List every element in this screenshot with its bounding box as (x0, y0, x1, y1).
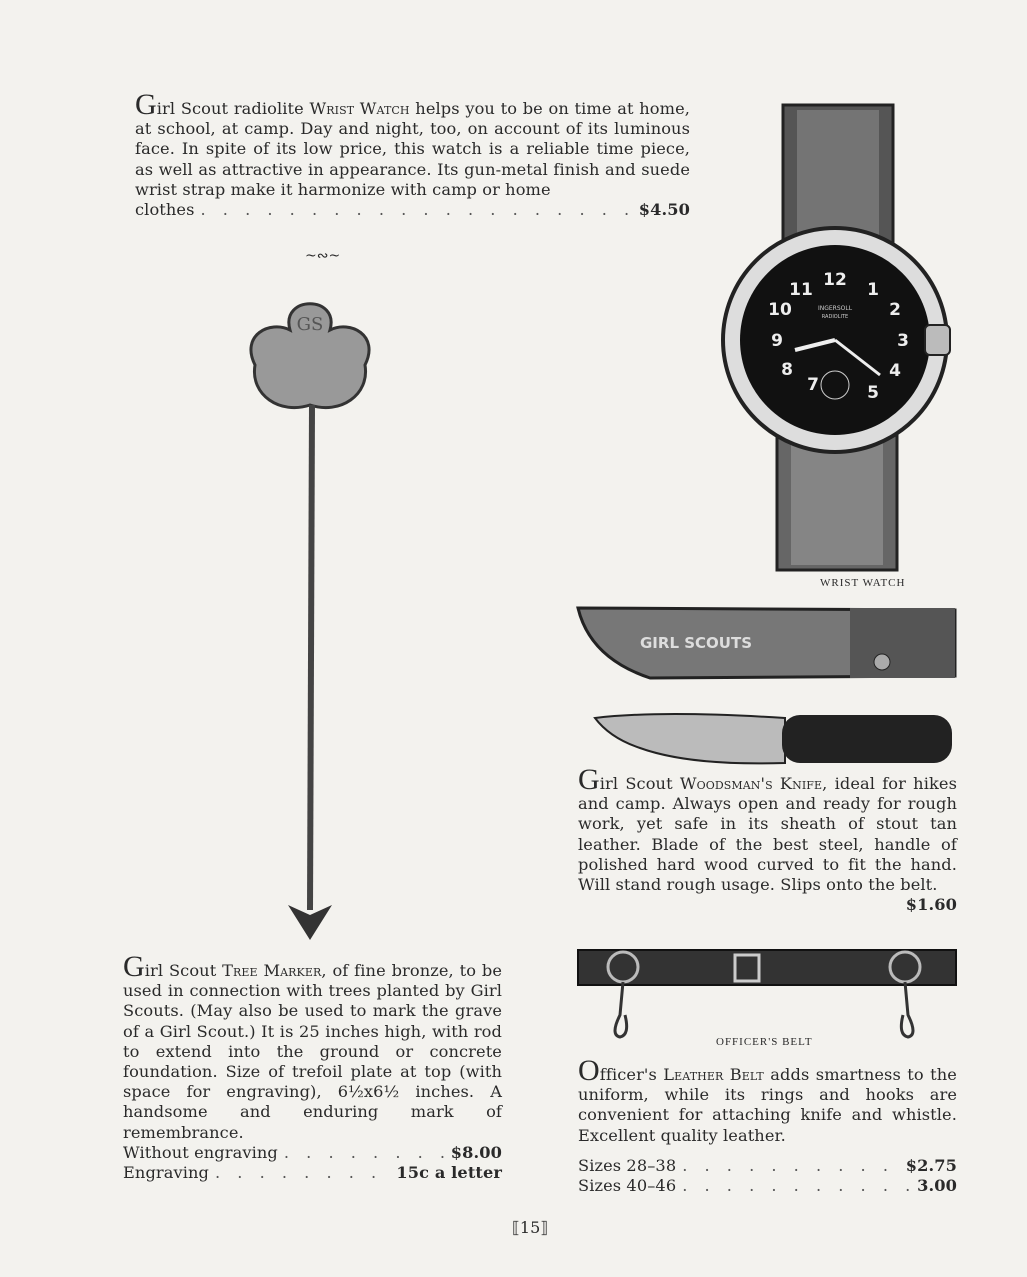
svg-text:7: 7 (807, 375, 819, 395)
body-text: , ideal for hikes and camp. Always open and ready for rough work, yet safe in its sheath of stout tan leather. Blade of the best steel, handle of polished hard wood curved to fit the hand. Will stand rough usage. Slips onto the belt. (578, 774, 957, 895)
belt-caption: OFFICER'S BELT (716, 1036, 813, 1048)
leader-dots (682, 1176, 911, 1196)
price-row (135, 200, 690, 220)
drop-cap: G (123, 950, 145, 983)
price-row (578, 1176, 957, 1196)
svg-text:9: 9 (771, 331, 783, 351)
svg-text:2: 2 (889, 300, 901, 320)
lead-text: irl Scout (144, 961, 223, 980)
price-label: Engraving (123, 1163, 210, 1183)
belt-description (578, 1054, 957, 1196)
leader-dots (682, 1156, 900, 1176)
svg-text:10: 10 (768, 300, 792, 320)
svg-text:3: 3 (897, 331, 909, 351)
body-text: adds smartness to the uniform, while its rings and hooks are convenient for attaching knife and whistle. Excellent quality leather. (578, 1065, 957, 1145)
price: $8.00 (450, 1142, 502, 1162)
product-name: Leather Belt (663, 1065, 764, 1084)
dial-model: RADIOLITE (821, 314, 849, 320)
svg-text:1: 1 (867, 280, 879, 300)
svg-text:8: 8 (781, 360, 793, 380)
price-row (123, 1143, 502, 1163)
wrist-watch-caption: WRIST WATCH (820, 577, 906, 589)
body-text: helps you to be on time at home, at school, at camp. Day and night, too, on account of its luminous face. In spite of its low price, this watch is a reliable time piece, as well as attractive in appearance. Its gun-metal finish and suede wrist strap make it harmonize with camp or home (135, 99, 690, 199)
knife-illustration (570, 598, 965, 770)
price-label: Sizes 28–38 (578, 1155, 677, 1175)
lead-text: irl Scout (599, 774, 680, 793)
dial-brand: INGERSOLL (817, 305, 853, 312)
lead-text: irl Scout radiolite (156, 99, 310, 118)
svg-text:4: 4 (889, 361, 901, 381)
price-label: Without engraving (123, 1142, 278, 1162)
product-name: Tree Marker (222, 961, 322, 980)
price-row (578, 1156, 957, 1176)
leader-dots (284, 1143, 445, 1163)
svg-text:GIRL SCOUTS: GIRL SCOUTS (640, 634, 753, 652)
price: 15c a letter (396, 1163, 502, 1183)
price-label: clothes (135, 200, 195, 220)
leader-dots (215, 1163, 390, 1183)
lead-text: fficer's (599, 1065, 664, 1084)
price-label: Sizes 40–46 (578, 1176, 677, 1196)
leader-dots (201, 200, 633, 220)
price: $2.75 (905, 1155, 957, 1175)
page-number: ⟦15⟧ (512, 1218, 549, 1237)
drop-cap: O (578, 1054, 600, 1087)
ornament: ~∾~ (305, 248, 341, 264)
svg-text:12: 12 (823, 270, 847, 290)
tree-marker-illustration (240, 285, 380, 945)
tree-marker-description (123, 950, 502, 1183)
knife-description (578, 763, 957, 915)
price: $4.50 (638, 200, 690, 220)
price: 3.00 (917, 1176, 957, 1196)
price-row (123, 1163, 502, 1183)
price: $1.60 (905, 895, 957, 915)
wrist-watch-description (135, 88, 690, 220)
plate-text: GS (296, 314, 324, 335)
drop-cap: G (135, 88, 157, 121)
body-text: , of fine bronze, to be used in connection with trees planted by Girl Scouts. (May also be used to mark the grave of a Girl Scout.) It is 25 inches high, with rod to extend into the ground or concrete foundation. Size of trefoil plate at top (with space for engraving), 6½x6½ inches. A handsome and enduring mark of remembrance. (123, 961, 502, 1142)
svg-text:11: 11 (789, 280, 813, 300)
belt-illustration (575, 945, 960, 1045)
product-name: Woodsman's Knife (679, 774, 823, 793)
svg-text:5: 5 (867, 383, 879, 403)
product-name: Wrist Watch (309, 99, 410, 118)
drop-cap: G (578, 763, 600, 796)
wrist-watch-illustration (715, 100, 960, 575)
